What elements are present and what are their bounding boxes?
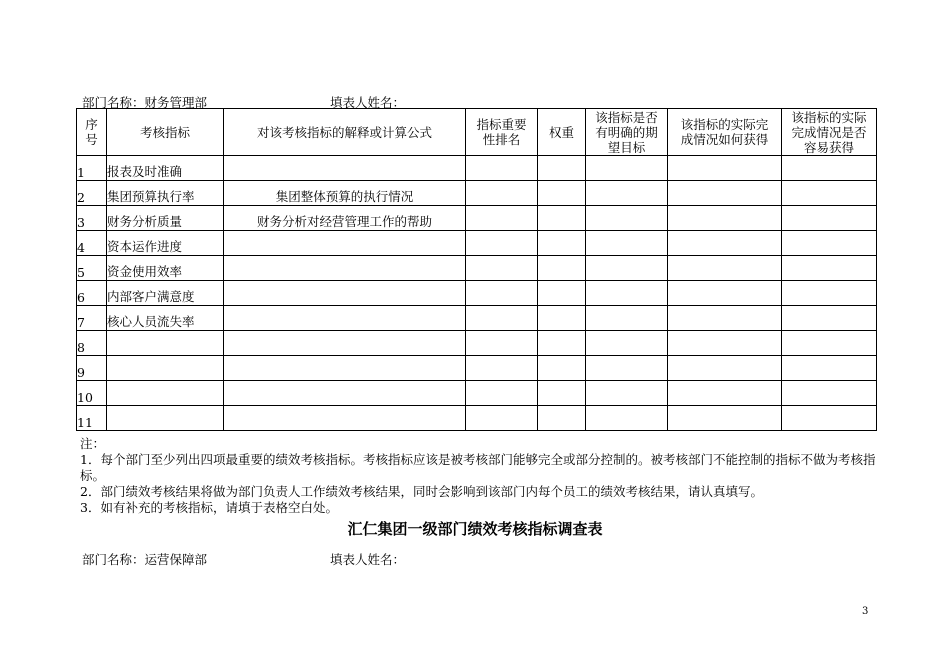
weight-cell bbox=[538, 356, 586, 381]
completion-source-cell bbox=[668, 406, 782, 431]
completion-source-cell bbox=[668, 306, 782, 331]
target-defined-cell bbox=[586, 156, 668, 181]
completion-ease-cell bbox=[782, 306, 877, 331]
row-number-cell: 11 bbox=[77, 406, 107, 431]
filler-name-label-2: 填表人姓名： bbox=[330, 552, 406, 567]
weight-cell bbox=[538, 381, 586, 406]
target-defined-cell bbox=[586, 206, 668, 231]
header-cell bbox=[77, 109, 107, 156]
target-defined-cell bbox=[586, 356, 668, 381]
indicator-cell: 核心人员流失率 bbox=[107, 306, 224, 331]
completion-source-cell bbox=[668, 356, 782, 381]
importance-rank-cell bbox=[466, 406, 538, 431]
row-number-cell: 7 bbox=[77, 306, 107, 331]
importance-rank-cell bbox=[466, 281, 538, 306]
completion-ease-cell bbox=[782, 381, 877, 406]
indicator-cell bbox=[107, 356, 224, 381]
completion-ease-cell bbox=[782, 256, 877, 281]
notes-label: 注： bbox=[80, 436, 106, 451]
completion-source-cell bbox=[668, 331, 782, 356]
header-line: 对该考核指标的解释或计算公式 bbox=[256, 124, 432, 140]
weight-cell bbox=[538, 231, 586, 256]
completion-ease-cell bbox=[782, 231, 877, 256]
row-number-cell: 5 bbox=[77, 256, 107, 281]
header-cell bbox=[586, 109, 668, 156]
weight-cell bbox=[538, 331, 586, 356]
completion-ease-cell bbox=[782, 281, 877, 306]
row-number-cell: 4 bbox=[77, 231, 107, 256]
notes-section bbox=[80, 436, 880, 516]
header-line: 号 bbox=[85, 132, 98, 147]
explanation-cell bbox=[224, 331, 466, 356]
importance-rank-cell bbox=[466, 256, 538, 281]
page-number: 3 bbox=[862, 606, 869, 617]
table-header-row bbox=[77, 109, 877, 156]
target-defined-cell bbox=[586, 381, 668, 406]
weight-cell bbox=[538, 206, 586, 231]
header-line: 考核指标 bbox=[139, 124, 190, 140]
table-row bbox=[77, 181, 877, 206]
explanation-cell bbox=[224, 281, 466, 306]
target-defined-cell bbox=[586, 256, 668, 281]
importance-rank-cell bbox=[466, 331, 538, 356]
header-line: 权重 bbox=[548, 124, 574, 140]
completion-ease-cell bbox=[782, 156, 877, 181]
assessment-indicator-table bbox=[76, 108, 877, 431]
completion-ease-cell bbox=[782, 181, 877, 206]
table-row bbox=[77, 356, 877, 381]
filler-name-label: 填表人姓名： bbox=[330, 95, 406, 110]
completion-ease-cell bbox=[782, 356, 877, 381]
table-row bbox=[77, 381, 877, 406]
header-line: 序 bbox=[85, 117, 98, 132]
row-number-cell: 1 bbox=[77, 156, 107, 181]
importance-rank-cell bbox=[466, 156, 538, 181]
completion-source-cell bbox=[668, 231, 782, 256]
table-row bbox=[77, 331, 877, 356]
header-line: 成情况如何获得 bbox=[680, 132, 769, 147]
row-number-cell: 6 bbox=[77, 281, 107, 306]
note-item-1: 1．每个部门至少列出四项最重要的绩效考核指标。考核指标应该是被考核部门能够完全或部分控制的。被考核部门不能控制的指标不做为考核指标。 bbox=[80, 452, 876, 483]
indicator-cell: 财务分析质量 bbox=[107, 206, 224, 231]
target-defined-cell bbox=[586, 281, 668, 306]
target-defined-cell bbox=[586, 406, 668, 431]
table-row bbox=[77, 206, 877, 231]
weight-cell bbox=[538, 256, 586, 281]
explanation-cell bbox=[224, 156, 466, 181]
explanation-cell bbox=[224, 256, 466, 281]
target-defined-cell bbox=[586, 231, 668, 256]
header-cell bbox=[782, 109, 877, 156]
completion-source-cell bbox=[668, 281, 782, 306]
header-cell bbox=[224, 109, 466, 156]
completion-ease-cell bbox=[782, 206, 877, 231]
header-line: 容易获得 bbox=[803, 139, 854, 155]
weight-cell bbox=[538, 281, 586, 306]
department-name-label: 部门名称：财务管理部 bbox=[82, 95, 208, 110]
explanation-cell bbox=[224, 231, 466, 256]
table-row bbox=[77, 406, 877, 431]
row-number-cell: 3 bbox=[77, 206, 107, 231]
explanation-cell: 财务分析对经营管理工作的帮助 bbox=[224, 206, 466, 231]
completion-source-cell bbox=[668, 381, 782, 406]
explanation-cell: 集团整体预算的执行情况 bbox=[224, 181, 466, 206]
indicator-cell: 集团预算执行率 bbox=[107, 181, 224, 206]
indicator-cell bbox=[107, 381, 224, 406]
target-defined-cell bbox=[586, 181, 668, 206]
header-cell bbox=[668, 109, 782, 156]
target-defined-cell bbox=[586, 306, 668, 331]
table-row bbox=[77, 156, 877, 181]
header-line: 性排名 bbox=[482, 132, 521, 147]
survey-title: 汇仁集团一级部门绩效考核指标调查表 bbox=[347, 520, 603, 538]
header-line: 该指标的实际完 bbox=[680, 117, 769, 132]
header-line: 有明确的期 bbox=[595, 124, 658, 140]
weight-cell bbox=[538, 181, 586, 206]
explanation-cell bbox=[224, 306, 466, 331]
indicator-cell bbox=[107, 406, 224, 431]
importance-rank-cell bbox=[466, 181, 538, 206]
indicator-cell: 资本运作进度 bbox=[107, 231, 224, 256]
row-number-cell: 10 bbox=[77, 381, 107, 406]
row-number-cell: 8 bbox=[77, 331, 107, 356]
header-cell bbox=[466, 109, 538, 156]
indicator-cell: 资金使用效率 bbox=[107, 256, 224, 281]
table-row bbox=[77, 281, 877, 306]
explanation-cell bbox=[224, 381, 466, 406]
indicator-cell: 报表及时准确 bbox=[107, 156, 224, 181]
importance-rank-cell bbox=[466, 206, 538, 231]
header-line: 该指标的实际 bbox=[791, 109, 867, 125]
header-line: 望目标 bbox=[607, 139, 646, 155]
completion-ease-cell bbox=[782, 331, 877, 356]
indicator-cell bbox=[107, 331, 224, 356]
row-number-cell: 2 bbox=[77, 181, 107, 206]
department-name-label-2: 部门名称：运营保障部 bbox=[82, 552, 208, 567]
table-row bbox=[77, 256, 877, 281]
weight-cell bbox=[538, 156, 586, 181]
target-defined-cell bbox=[586, 331, 668, 356]
completion-source-cell bbox=[668, 181, 782, 206]
table-body bbox=[77, 156, 877, 431]
header-line: 该指标是否 bbox=[595, 109, 658, 125]
header-cell bbox=[538, 109, 586, 156]
explanation-cell bbox=[224, 406, 466, 431]
header-line: 完成情况是否 bbox=[791, 124, 867, 140]
note-item-2: 2．部门绩效考核结果将做为部门负责人工作绩效考核结果，同时会影响到该部门内每个员工的绩效考核结果，请认真填写。 bbox=[80, 484, 763, 499]
table-row bbox=[77, 231, 877, 256]
completion-source-cell bbox=[668, 156, 782, 181]
explanation-cell bbox=[224, 356, 466, 381]
table-row bbox=[77, 306, 877, 331]
importance-rank-cell bbox=[466, 356, 538, 381]
note-item-3: 3．如有补充的考核指标，请填于表格空白处。 bbox=[80, 500, 338, 515]
completion-source-cell bbox=[668, 256, 782, 281]
header-cell bbox=[107, 109, 224, 156]
weight-cell bbox=[538, 306, 586, 331]
completion-source-cell bbox=[668, 206, 782, 231]
completion-ease-cell bbox=[782, 406, 877, 431]
importance-rank-cell bbox=[466, 231, 538, 256]
header-line: 指标重要 bbox=[476, 117, 527, 132]
importance-rank-cell bbox=[466, 381, 538, 406]
weight-cell bbox=[538, 406, 586, 431]
importance-rank-cell bbox=[466, 306, 538, 331]
indicator-cell: 内部客户满意度 bbox=[107, 281, 224, 306]
row-number-cell: 9 bbox=[77, 356, 107, 381]
